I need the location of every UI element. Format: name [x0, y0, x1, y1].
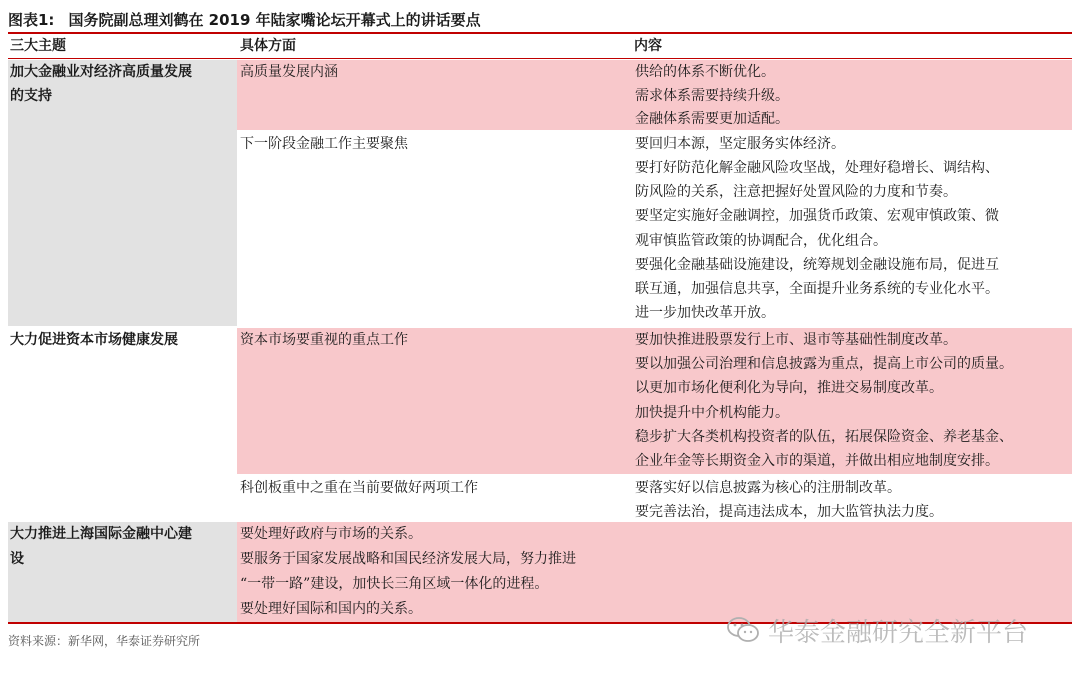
- theme-3-line-2: 设: [10, 551, 24, 567]
- aspect-row-1: [237, 60, 1072, 130]
- aspect-row-2: [237, 132, 1072, 326]
- theme-1-line-1: 加大金融业对经济高质量发展: [10, 64, 192, 80]
- content-3-line-1: 要加快推进股票发行上市、退市等基础性制度改革。: [635, 332, 957, 348]
- aspect-row-5: [237, 522, 1072, 622]
- content-3-line-6: 企业年金等长期资金入市的渠道，并做出相应地制度安排。: [635, 453, 999, 469]
- figure-title: [8, 8, 481, 32]
- content-2-line-1: 要回归本源，坚定服务实体经济。: [635, 136, 845, 152]
- watermark: [726, 612, 1028, 648]
- content-1-line-3: 金融体系需要更加适配。: [635, 111, 789, 127]
- aspect-3: 资本市场要重视的重点工作: [240, 332, 408, 348]
- aspect-4: 科创板重中之重在当前要做好两项工作: [240, 480, 478, 496]
- aspect-row-3: [237, 328, 1072, 474]
- content-1-line-1: 供给的体系不断优化。: [635, 64, 775, 80]
- figure-title-text: 国务院副总理刘鹤在 2019 年陆家嘴论坛开幕式上的讲话要点: [68, 11, 481, 29]
- content-3-line-3: 以更加市场化便利化为导向，推进交易制度改革。: [635, 380, 943, 396]
- header-theme: 三大主题: [10, 38, 66, 54]
- watermark-text: 华泰金融研究全新平台: [768, 617, 1029, 648]
- aspect-row-4: [237, 476, 1072, 520]
- header-rule: [8, 58, 1072, 59]
- content-2-line-4: 要坚定实施好金融调控，加强货币政策、宏观审慎政策、微: [635, 208, 999, 224]
- theme-1-line-2: 的支持: [10, 88, 52, 104]
- aspect-5-line-4: 要处理好国际和国内的关系。: [240, 601, 422, 617]
- header-aspect: 具体方面: [240, 38, 296, 54]
- theme-cell-3: [8, 522, 237, 622]
- content-2-line-2: 要打好防范化解金融风险攻坚战，处理好稳增长、调结构、: [635, 160, 999, 176]
- content-2-line-7: 联互通，加强信息共享，全面提升业务系统的专业化水平。: [635, 281, 999, 297]
- content-2-line-3: 防风险的关系，注意把握好处置风险的力度和节奏。: [635, 184, 957, 200]
- content-1-line-2: 需求体系需要持续升级。: [635, 88, 789, 104]
- content-2-line-8: 进一步加快改革开放。: [635, 305, 775, 321]
- aspect-2: 下一阶段金融工作主要聚焦: [240, 136, 408, 152]
- theme-2-line-1: 大力促进资本市场健康发展: [10, 332, 178, 348]
- source-note: 资料来源：新华网，华泰证券研究所: [8, 634, 201, 648]
- content-4-line-1: 要落实好以信息披露为核心的注册制改革。: [635, 480, 901, 496]
- content-3-line-5: 稳步扩大各类机构投资者的队伍，拓展保险资金、养老基金、: [635, 429, 1013, 445]
- content-2-line-5: 观审慎监管政策的协调配合，优化组合。: [635, 233, 887, 249]
- content-2-line-6: 要强化金融基础设施建设，统筹规划金融设施布局，促进互: [635, 257, 999, 273]
- aspect-5-line-1: 要处理好政府与市场的关系。: [240, 526, 422, 542]
- theme-3-line-1: 大力推进上海国际金融中心建: [10, 526, 192, 542]
- aspect-5-line-2: 要服务于国家发展战略和国民经济发展大局，努力推进: [240, 551, 576, 567]
- theme-cell-1: [8, 60, 237, 326]
- aspect-1: 高质量发展内涵: [240, 64, 338, 80]
- content-4-line-2: 要完善法治，提高违法成本，加大监管执法力度。: [635, 504, 943, 520]
- aspect-5-line-3: “一带一路”建设，加快长三角区域一体化的进程。: [240, 576, 549, 592]
- top-rule: [8, 32, 1072, 34]
- wechat-icon: [726, 615, 760, 645]
- content-3-line-4: 加快提升中介机构能力。: [635, 405, 789, 421]
- figure-label: 图表1:: [8, 11, 55, 29]
- content-3-line-2: 要以加强公司治理和信息披露为重点，提高上市公司的质量。: [635, 356, 1013, 372]
- theme-cell-2: [8, 328, 237, 520]
- header-content: 内容: [634, 38, 662, 54]
